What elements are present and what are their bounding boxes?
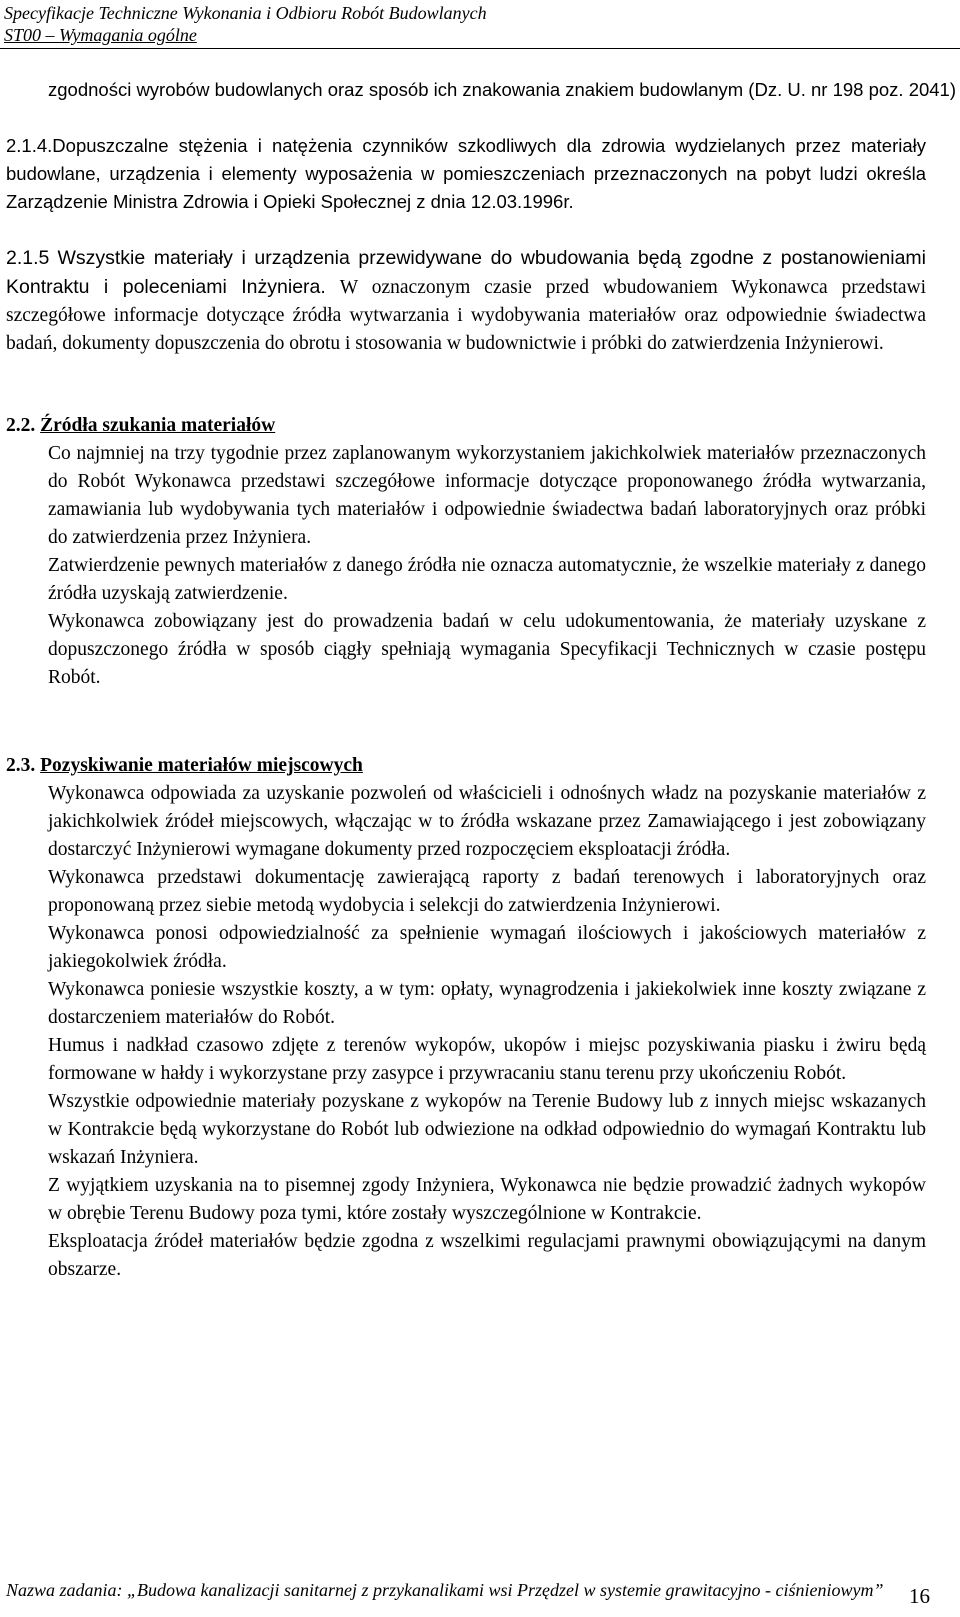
paragraph: Wykonawca poniesie wszystkie koszty, a w tym: opłaty, wynagrodzenia i jakiekolwiek inne koszty związane z dostarczeniem materiałów do Robót. bbox=[48, 979, 926, 1028]
item-number: 2.1.5 bbox=[6, 247, 50, 269]
paragraph: Wykonawca odpowiada za uzyskanie pozwoleń od właścicieli i odnośnych władz na pozyskanie materiałów z jakichkolwiek źródeł miejscowych, włączając w to źródła wskazane przez Zamawiającego i jest zobowiązany dostarczyć Inżynierowi wymagane dokumenty przed rozpoczęciem eksploatacji źródła. bbox=[48, 783, 926, 860]
section-heading bbox=[6, 412, 926, 440]
section-2-3 bbox=[6, 752, 926, 1284]
intro-paragraph bbox=[6, 76, 960, 104]
intro-text: zgodności wyrobów budowlanych oraz sposób ich znakowania znakiem budowlanym (Dz. U. nr 198 poz. 2041) bbox=[48, 79, 957, 100]
item-2-1-5 bbox=[6, 244, 926, 358]
page-number: 16 bbox=[909, 1584, 930, 1608]
section-number: 2.2. bbox=[6, 415, 36, 436]
section-2-2 bbox=[6, 412, 926, 692]
section-body bbox=[6, 440, 926, 692]
running-header bbox=[4, 2, 487, 46]
item-text-serif: W oznaczonym czasie przed wbudowaniem Wykonawca przedstawi szczegółowe informacje dotyczące źródła wytwarzania i wydobywania materiałów oraz odpowiednie świadectwa badań, dokumenty dopuszczenia do obrotu i stosowania w budownictwie i próbki do zatwierdzenia Inżynierowi. bbox=[6, 277, 927, 354]
paragraph: Wykonawca przedstawi dokumentację zawierającą raporty z badań terenowych i laboratoryjnych oraz proponowaną przez siebie metodą wydobycia i selekcji do zatwierdzenia Inżynierowi. bbox=[48, 867, 926, 916]
paragraph: Co najmniej na trzy tygodnie przez zaplanowanym wykorzystaniem jakichkolwiek materiałów przeznaczonych do Robót Wykonawca przedstawi szczegółowe informacje dotyczące proponowanego źródła wytwarzania, zamawiania lub wydobywania tych materiałów i odpowiednie świadectwa badań laboratoryjnych oraz próbki do zatwierdzenia przez Inżyniera. bbox=[48, 443, 926, 548]
section-number: 2.3. bbox=[6, 755, 36, 776]
item-text: Dopuszczalne stężenia i natężenia czynników szkodliwych dla zdrowia wydzielanych przez materiały budowlane, urządzenia i elementy wyposażenia w pomieszczeniach przeznaczonych na pobyt ludzi określa Zarządzenie Ministra Zdrowia i Opieki Społecznej z dnia 12.03.1996r. bbox=[6, 135, 926, 212]
section-body bbox=[6, 780, 926, 1284]
header-title: Specyfikacje Techniczne Wykonania i Odbioru Robót Budowlanych bbox=[4, 3, 487, 23]
section-title: Źródła szukania materiałów bbox=[40, 415, 276, 436]
section-title: Pozyskiwanie materiałów miejscowych bbox=[40, 755, 363, 776]
header-subtitle: ST00 – Wymagania ogólne bbox=[4, 25, 197, 45]
header-rule bbox=[0, 48, 960, 49]
section-heading bbox=[6, 752, 926, 780]
item-number: 2.1.4. bbox=[6, 135, 53, 156]
paragraph: Wszystkie odpowiednie materiały pozyskane z wykopów na Terenie Budowy lub z innych miejsc wskazanych w Kontrakcie będą wykorzystane do Robót lub odwiezione na odkład odpowiednio do wymagań Kontraktu lub wskazań Inżyniera. bbox=[48, 1091, 926, 1168]
item-2-1-4 bbox=[6, 132, 926, 216]
paragraph: Eksploatacja źródeł materiałów będzie zgodna z wszelkimi regulacjami prawnymi obowiązującymi na danym obszarze. bbox=[48, 1231, 926, 1280]
paragraph: Z wyjątkiem uzyskania na to pisemnej zgody Inżyniera, Wykonawca nie będzie prowadzić żadnych wykopów w obrębie Terenu Budowy poza tymi, które zostały wyszczególnione w Kontrakcie. bbox=[48, 1175, 926, 1224]
paragraph: Wykonawca zobowiązany jest do prowadzenia badań w celu udokumentowania, że materiały uzyskane z dopuszczonego źródła w sposób ciągły spełniają wymagania Specyfikacji Technicznych w czasie postępu Robót. bbox=[48, 611, 926, 688]
paragraph: Humus i nadkład czasowo zdjęte z terenów wykopów, ukopów i miejsc pozyskiwania piasku i żwiru będą formowane w hałdy i wykorzystane przy zasypce i przywracaniu stanu terenu przy ukończeniu Robót. bbox=[48, 1035, 926, 1084]
page-footer bbox=[6, 1580, 946, 1600]
paragraph: Wykonawca ponosi odpowiedzialność za spełnienie wymagań ilościowych i jakościowych materiałów z jakiegokolwiek źródła. bbox=[48, 923, 926, 972]
footer-task-name: Nazwa zadania: „Budowa kanalizacji sanitarnej z przykanalikami wsi Przędzel w systemie grawitacyjno - ciśnieniowym” bbox=[6, 1580, 884, 1600]
item-text-sans: Wszystkie materiały i urządzenia przewidywane do wbudowania będą zgodne z postanowieniami Kontraktu i poleceniami Inżyniera. bbox=[6, 247, 927, 298]
paragraph: Zatwierdzenie pewnych materiałów z danego źródła nie oznacza automatycznie, że wszelkie materiały z danego źródła uzyskają zatwierdzenie. bbox=[48, 555, 926, 604]
